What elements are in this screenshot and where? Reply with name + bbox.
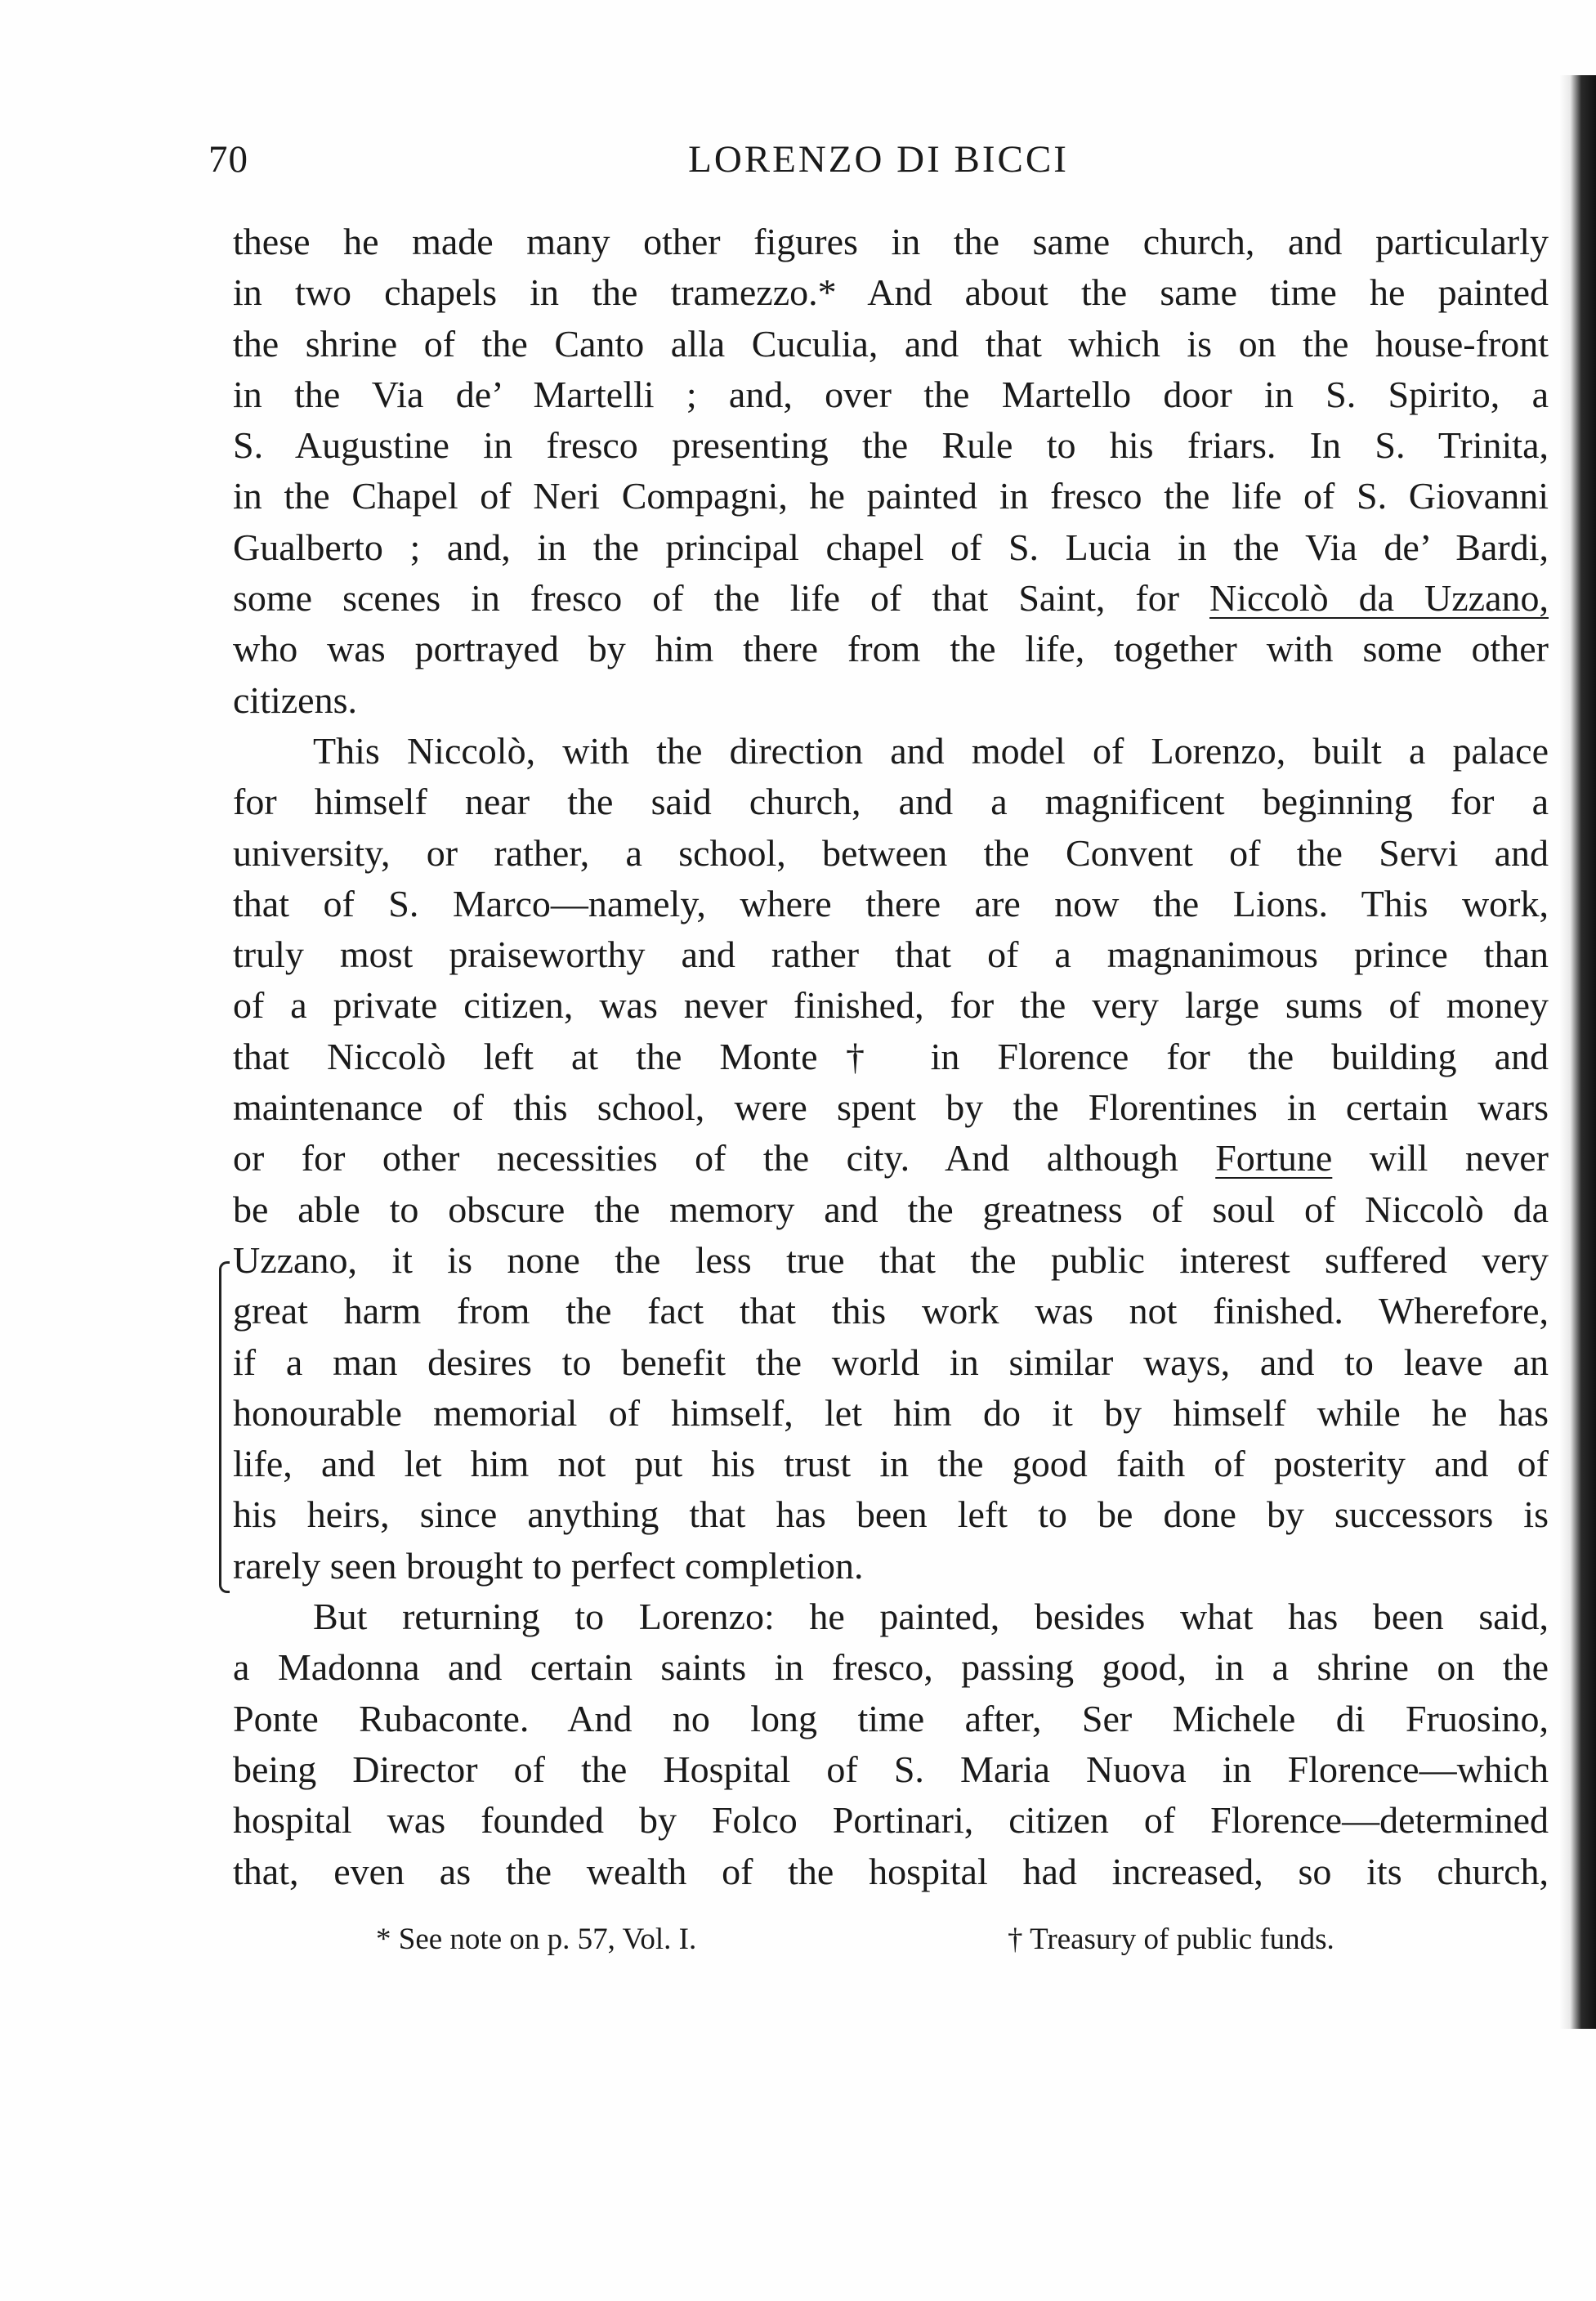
text-line: that, even as the wealth of the hospital had increased, so its church, [233, 1850, 1549, 1892]
text-line: honourable memorial of himself, let him do it by himself while he has [233, 1391, 1549, 1434]
text-line: citizens. [233, 678, 357, 721]
text-line: a Madonna and certain saints in fresco, passing good, in a shrine on the [233, 1646, 1549, 1689]
text-line: truly most praiseworthy and rather that of a magnanimous prince than [233, 933, 1549, 976]
footnote-1: * See note on p. 57, Vol. I. [376, 1923, 697, 1956]
text-segment: or for other necessities of the city. And although [233, 1137, 1216, 1180]
text-line: great harm from the fact that this work was not finished. Wherefore, [233, 1290, 1549, 1332]
text-line: that of S. Marco—namely, where there are now the Lions. This work, [233, 882, 1549, 924]
running-head: LORENZO DI BICCI [688, 138, 1069, 181]
text-line-with-underline [233, 573, 1549, 624]
footnote-2: † Treasury of public funds. [1008, 1923, 1334, 1956]
text-line: maintenance of this school, were spent by the Florentines in certain wars [233, 1086, 1549, 1129]
footnotes [233, 1922, 1549, 1963]
text-line-with-underline [233, 1133, 1549, 1184]
margin-bracket-mark [219, 1261, 230, 1593]
underlined-name: Niccolò da Uzzano, [1209, 577, 1549, 620]
text-line: university, or rather, a school, between the Convent of the Servi and [233, 831, 1549, 874]
text-line: of a private citizen, was never finished, for the very large sums of money [233, 984, 1549, 1027]
text-line: hospital was founded by Folco Portinari, citizen of Florence—determined [233, 1799, 1549, 1842]
text-segment: will never [1332, 1137, 1549, 1180]
underlined-word: Fortune [1215, 1137, 1333, 1180]
text-line: if a man desires to benefit the world in similar ways, and to leave an [233, 1341, 1549, 1383]
body-text [233, 217, 1549, 1897]
text-line: life, and let him not put his trust in the good faith of posterity and of [233, 1443, 1549, 1485]
text-line: Gualberto ; and, in the principal chapel of S. Lucia in the Via de’ Bardi, [233, 526, 1549, 568]
text-line: S. Augustine in fresco presenting the Rule to his friars. In S. Trinita, [233, 424, 1549, 467]
text-line: This Niccolò, with the direction and model of Lorenzo, built a palace [313, 729, 1549, 772]
text-line: in the Via de’ Martelli ; and, over the Martello door in S. Spirito, a [233, 373, 1549, 415]
text-segment: some scenes in fresco of the life of that Saint, for [233, 577, 1210, 620]
text-line: Uzzano, it is none the less true that the public interest suffered very [233, 1238, 1549, 1281]
text-line: that Niccolò left at the Monte† in Florence for the building and [233, 1035, 1549, 1077]
scan-edge-shadow [1559, 75, 1596, 2029]
text-line: rarely seen brought to perfect completion. [233, 1544, 864, 1587]
text-line: being Director of the Hospital of S. Maria Nuova in Florence—which [233, 1748, 1549, 1790]
text-line: in two chapels in the tramezzo.* And about the same time he painted [233, 271, 1549, 314]
page-header [208, 137, 1549, 186]
page-number: 70 [208, 138, 248, 181]
text-line: for himself near the said church, and a magnificent beginning for a [233, 781, 1549, 823]
text-line: in the Chapel of Neri Compagni, he painted in fresco the life of S. Giovanni [233, 475, 1549, 517]
text-line: the shrine of the Canto alla Cuculia, and that which is on the house-front [233, 322, 1549, 365]
text-line: who was portrayed by him there from the life, together with some other [233, 628, 1549, 670]
text-line: his heirs, since anything that has been left to be done by successors is [233, 1493, 1549, 1536]
text-line: be able to obscure the memory and the greatness of soul of Niccolò da [233, 1188, 1549, 1230]
text-line: But returning to Lorenzo: he painted, besides what has been said, [313, 1596, 1549, 1638]
text-line: these he made many other figures in the same church, and particularly [233, 221, 1549, 262]
text-line: Ponte Rubaconte. And no long time after, Ser Michele di Fruosino, [233, 1697, 1549, 1739]
